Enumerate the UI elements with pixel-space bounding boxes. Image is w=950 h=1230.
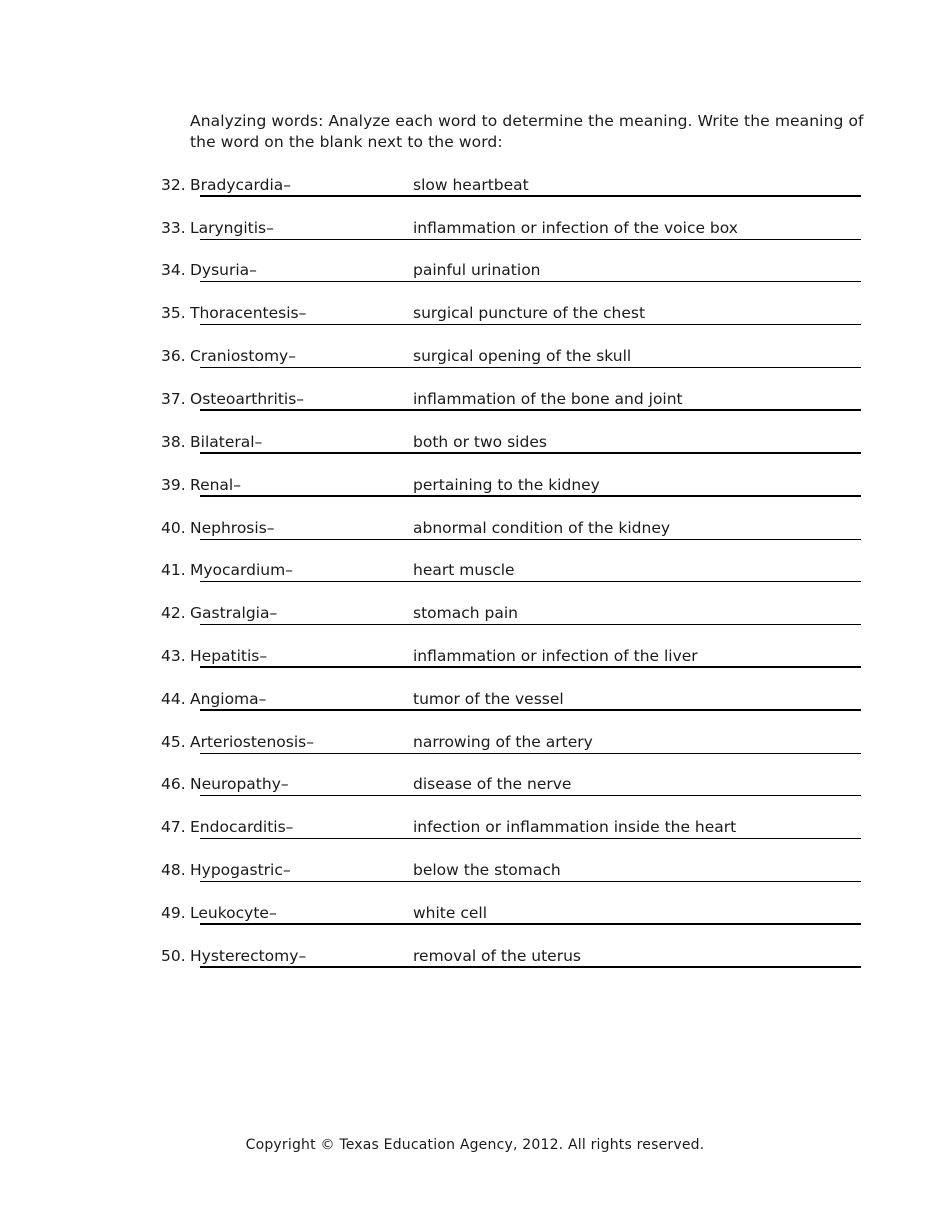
list-item bbox=[0, 213, 950, 243]
item-number: 34. bbox=[161, 261, 186, 279]
list-item bbox=[0, 769, 950, 799]
item-word: Bradycardia– bbox=[190, 176, 298, 194]
item-answer: abnormal condition of the kidney bbox=[413, 519, 671, 537]
item-answer: white cell bbox=[413, 904, 488, 922]
item-answer: narrowing of the artery bbox=[413, 733, 593, 751]
list-item bbox=[0, 555, 950, 585]
list-item bbox=[0, 384, 950, 414]
item-number: 45. bbox=[161, 733, 186, 751]
answer-blank bbox=[200, 195, 861, 197]
item-number: 35. bbox=[161, 304, 186, 322]
item-number: 48. bbox=[161, 861, 186, 879]
list-item bbox=[0, 513, 950, 543]
answer-blank bbox=[200, 624, 861, 625]
item-number: 50. bbox=[161, 947, 186, 965]
item-word: Gastralgia– bbox=[190, 604, 284, 622]
answer-blank bbox=[200, 709, 861, 711]
item-number: 36. bbox=[161, 347, 186, 365]
item-answer: inflammation or infection of the liver bbox=[413, 647, 698, 665]
item-word: Hepatitis– bbox=[190, 647, 274, 665]
item-answer: inflammation of the bone and joint bbox=[413, 390, 683, 408]
item-answer: heart muscle bbox=[413, 561, 515, 579]
answer-blank bbox=[200, 452, 861, 454]
item-answer: below the stomach bbox=[413, 861, 561, 879]
item-answer: surgical puncture of the chest bbox=[413, 304, 646, 322]
list-item bbox=[0, 727, 950, 757]
list-item bbox=[0, 255, 950, 285]
item-answer: disease of the nerve bbox=[413, 775, 572, 793]
item-word: Thoracentesis– bbox=[190, 304, 313, 322]
list-item bbox=[0, 598, 950, 628]
item-word: Arteriostenosis– bbox=[190, 733, 321, 751]
answer-blank bbox=[200, 838, 861, 839]
answer-blank bbox=[200, 495, 861, 497]
item-answer: removal of the uterus bbox=[413, 947, 581, 965]
item-answer: surgical opening of the skull bbox=[413, 347, 632, 365]
list-item bbox=[0, 170, 950, 200]
answer-blank bbox=[200, 881, 861, 882]
item-answer: stomach pain bbox=[413, 604, 518, 622]
item-answer: both or two sides bbox=[413, 433, 547, 451]
item-answer: pertaining to the kidney bbox=[413, 476, 600, 494]
answer-blank bbox=[200, 966, 861, 968]
item-number: 49. bbox=[161, 904, 186, 922]
list-item bbox=[0, 855, 950, 885]
item-number: 43. bbox=[161, 647, 186, 665]
item-word: Renal– bbox=[190, 476, 248, 494]
list-item bbox=[0, 941, 950, 971]
item-word: Osteoarthritis– bbox=[190, 390, 311, 408]
answer-blank bbox=[200, 539, 861, 540]
item-number: 33. bbox=[161, 219, 186, 237]
item-word: Angioma– bbox=[190, 690, 273, 708]
answer-blank bbox=[200, 367, 861, 368]
answer-blank bbox=[200, 281, 861, 282]
item-number: 47. bbox=[161, 818, 186, 836]
item-word: Laryngitis– bbox=[190, 219, 281, 237]
item-word: Neuropathy– bbox=[190, 775, 296, 793]
item-number: 39. bbox=[161, 476, 186, 494]
item-number: 38. bbox=[161, 433, 186, 451]
instructions-text: Analyzing words: Analyze each word to determine the meaning. Write the meaning of the word on the blank next to the word: bbox=[190, 112, 864, 151]
item-word: Nephrosis– bbox=[190, 519, 282, 537]
item-number: 41. bbox=[161, 561, 186, 579]
item-answer: inflammation or infection of the voice box bbox=[413, 219, 738, 237]
item-answer: tumor of the vessel bbox=[413, 690, 564, 708]
list-item bbox=[0, 898, 950, 928]
item-word: Hypogastric– bbox=[190, 861, 298, 879]
item-number: 40. bbox=[161, 519, 186, 537]
item-number: 46. bbox=[161, 775, 186, 793]
item-word: Endocarditis– bbox=[190, 818, 300, 836]
item-word: Myocardium– bbox=[190, 561, 300, 579]
list-item bbox=[0, 341, 950, 371]
item-word: Leukocyte– bbox=[190, 904, 284, 922]
item-number: 44. bbox=[161, 690, 186, 708]
answer-blank bbox=[200, 324, 861, 325]
list-item bbox=[0, 641, 950, 671]
item-word: Hysterectomy– bbox=[190, 947, 313, 965]
item-number: 37. bbox=[161, 390, 186, 408]
answer-blank bbox=[200, 239, 861, 240]
item-answer: painful urination bbox=[413, 261, 541, 279]
item-word: Craniostomy– bbox=[190, 347, 303, 365]
list-item bbox=[0, 427, 950, 457]
list-item bbox=[0, 812, 950, 842]
item-word: Bilateral– bbox=[190, 433, 269, 451]
answer-blank bbox=[200, 409, 861, 411]
item-answer: infection or inflammation inside the heart bbox=[413, 818, 737, 836]
list-item bbox=[0, 470, 950, 500]
answer-blank bbox=[200, 923, 861, 925]
answer-blank bbox=[200, 581, 861, 582]
list-item bbox=[0, 684, 950, 714]
answer-blank bbox=[200, 666, 861, 668]
item-number: 32. bbox=[161, 176, 186, 194]
answer-blank bbox=[200, 795, 861, 796]
item-word: Dysuria– bbox=[190, 261, 264, 279]
list-item bbox=[0, 298, 950, 328]
item-number: 42. bbox=[161, 604, 186, 622]
copyright-footer: Copyright © Texas Education Agency, 2012. All rights reserved. bbox=[245, 1137, 705, 1153]
item-answer: slow heartbeat bbox=[413, 176, 529, 194]
answer-blank bbox=[200, 753, 861, 754]
